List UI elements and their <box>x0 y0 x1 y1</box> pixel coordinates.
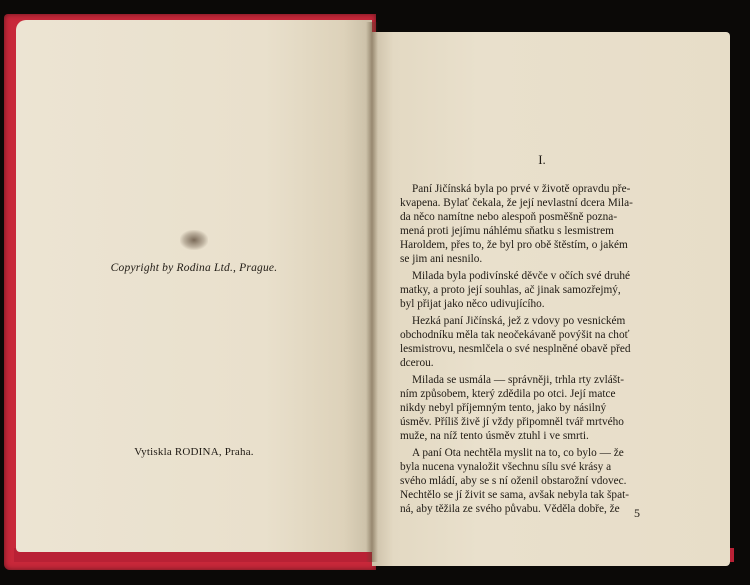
text-line: se jim ani nesnilo. <box>400 253 483 265</box>
text-line: nikdy nebyl příjemným tento, jako by násilný <box>400 402 607 414</box>
text-line: svého mládí, aby se s ní oženil obstarožní vdovec. <box>400 475 627 487</box>
paragraph <box>400 314 696 370</box>
text-line: Haroldem, přes to, že byl pro obě štěstím, o jakém <box>400 239 628 251</box>
text-line: obchodníku měla tak neočekávaně povýšit na choť <box>400 329 630 341</box>
right-page <box>372 32 730 566</box>
text-line: Milada byla podivínské děvče v očích své druhé <box>412 270 631 282</box>
paragraph <box>400 446 696 516</box>
text-line: A paní Ota nechtěla myslit na to, co bylo — že <box>412 447 624 459</box>
text-line: kvapena. Bylať čekala, že její nevlastní dcera Mila- <box>400 197 633 209</box>
text-line: dcerou. <box>400 357 434 369</box>
printer-imprint: Vytiskla RODINA, Praha. <box>134 446 254 458</box>
paragraph <box>400 373 696 443</box>
text-line: Nechtělo se jí živit se sama, avšak nebyla tak špat- <box>400 489 629 501</box>
text-line: úsměv. Příliš živě jí vždy připomněl tvář mrtvého <box>400 416 624 428</box>
text-line: matky, a proto její souhlas, ač jinak samozřejmý, <box>400 284 621 296</box>
book-gutter <box>366 22 378 562</box>
text-line: ná, aby těžila ze svého půvabu. Věděla dobře, že <box>400 503 620 515</box>
text-line: Paní Jičínská byla po prvé v životě opravdu pře- <box>412 183 631 195</box>
text-line: mená proti jejímu náhlému sňatku s lesmistrem <box>400 225 614 237</box>
text-line: byl přijat jako něco udivujícího. <box>400 298 545 310</box>
body-text <box>400 182 696 519</box>
text-line: ním způsobem, který zdědila po otci. Její matce <box>400 388 616 400</box>
text-line: muže, na níž tento úsměv ztuhl i ve smrti. <box>400 430 589 442</box>
paragraph <box>400 269 696 311</box>
text-line: byla nucena vynaložit všechnu sílu své krásy a <box>400 461 612 473</box>
chapter-heading: I. <box>538 152 546 167</box>
text-line: lesmistrovu, nesmlčela o své nesplněné obavě před <box>400 343 631 355</box>
left-page <box>16 20 372 552</box>
copyright-notice: Copyright by Rodina Ltd., Prague. <box>110 262 278 274</box>
page-number: 5 <box>634 506 640 520</box>
text-line: Hezká paní Jičínská, jež z vdovy po vesnickém <box>412 315 626 327</box>
page-stain <box>180 230 208 250</box>
paragraph <box>400 182 696 266</box>
text-line: Milada se usmála — správněji, trhla rty zvlášt- <box>412 374 625 386</box>
text-line: da něco namítne nebo alespoň posměšně pozna- <box>400 211 618 223</box>
